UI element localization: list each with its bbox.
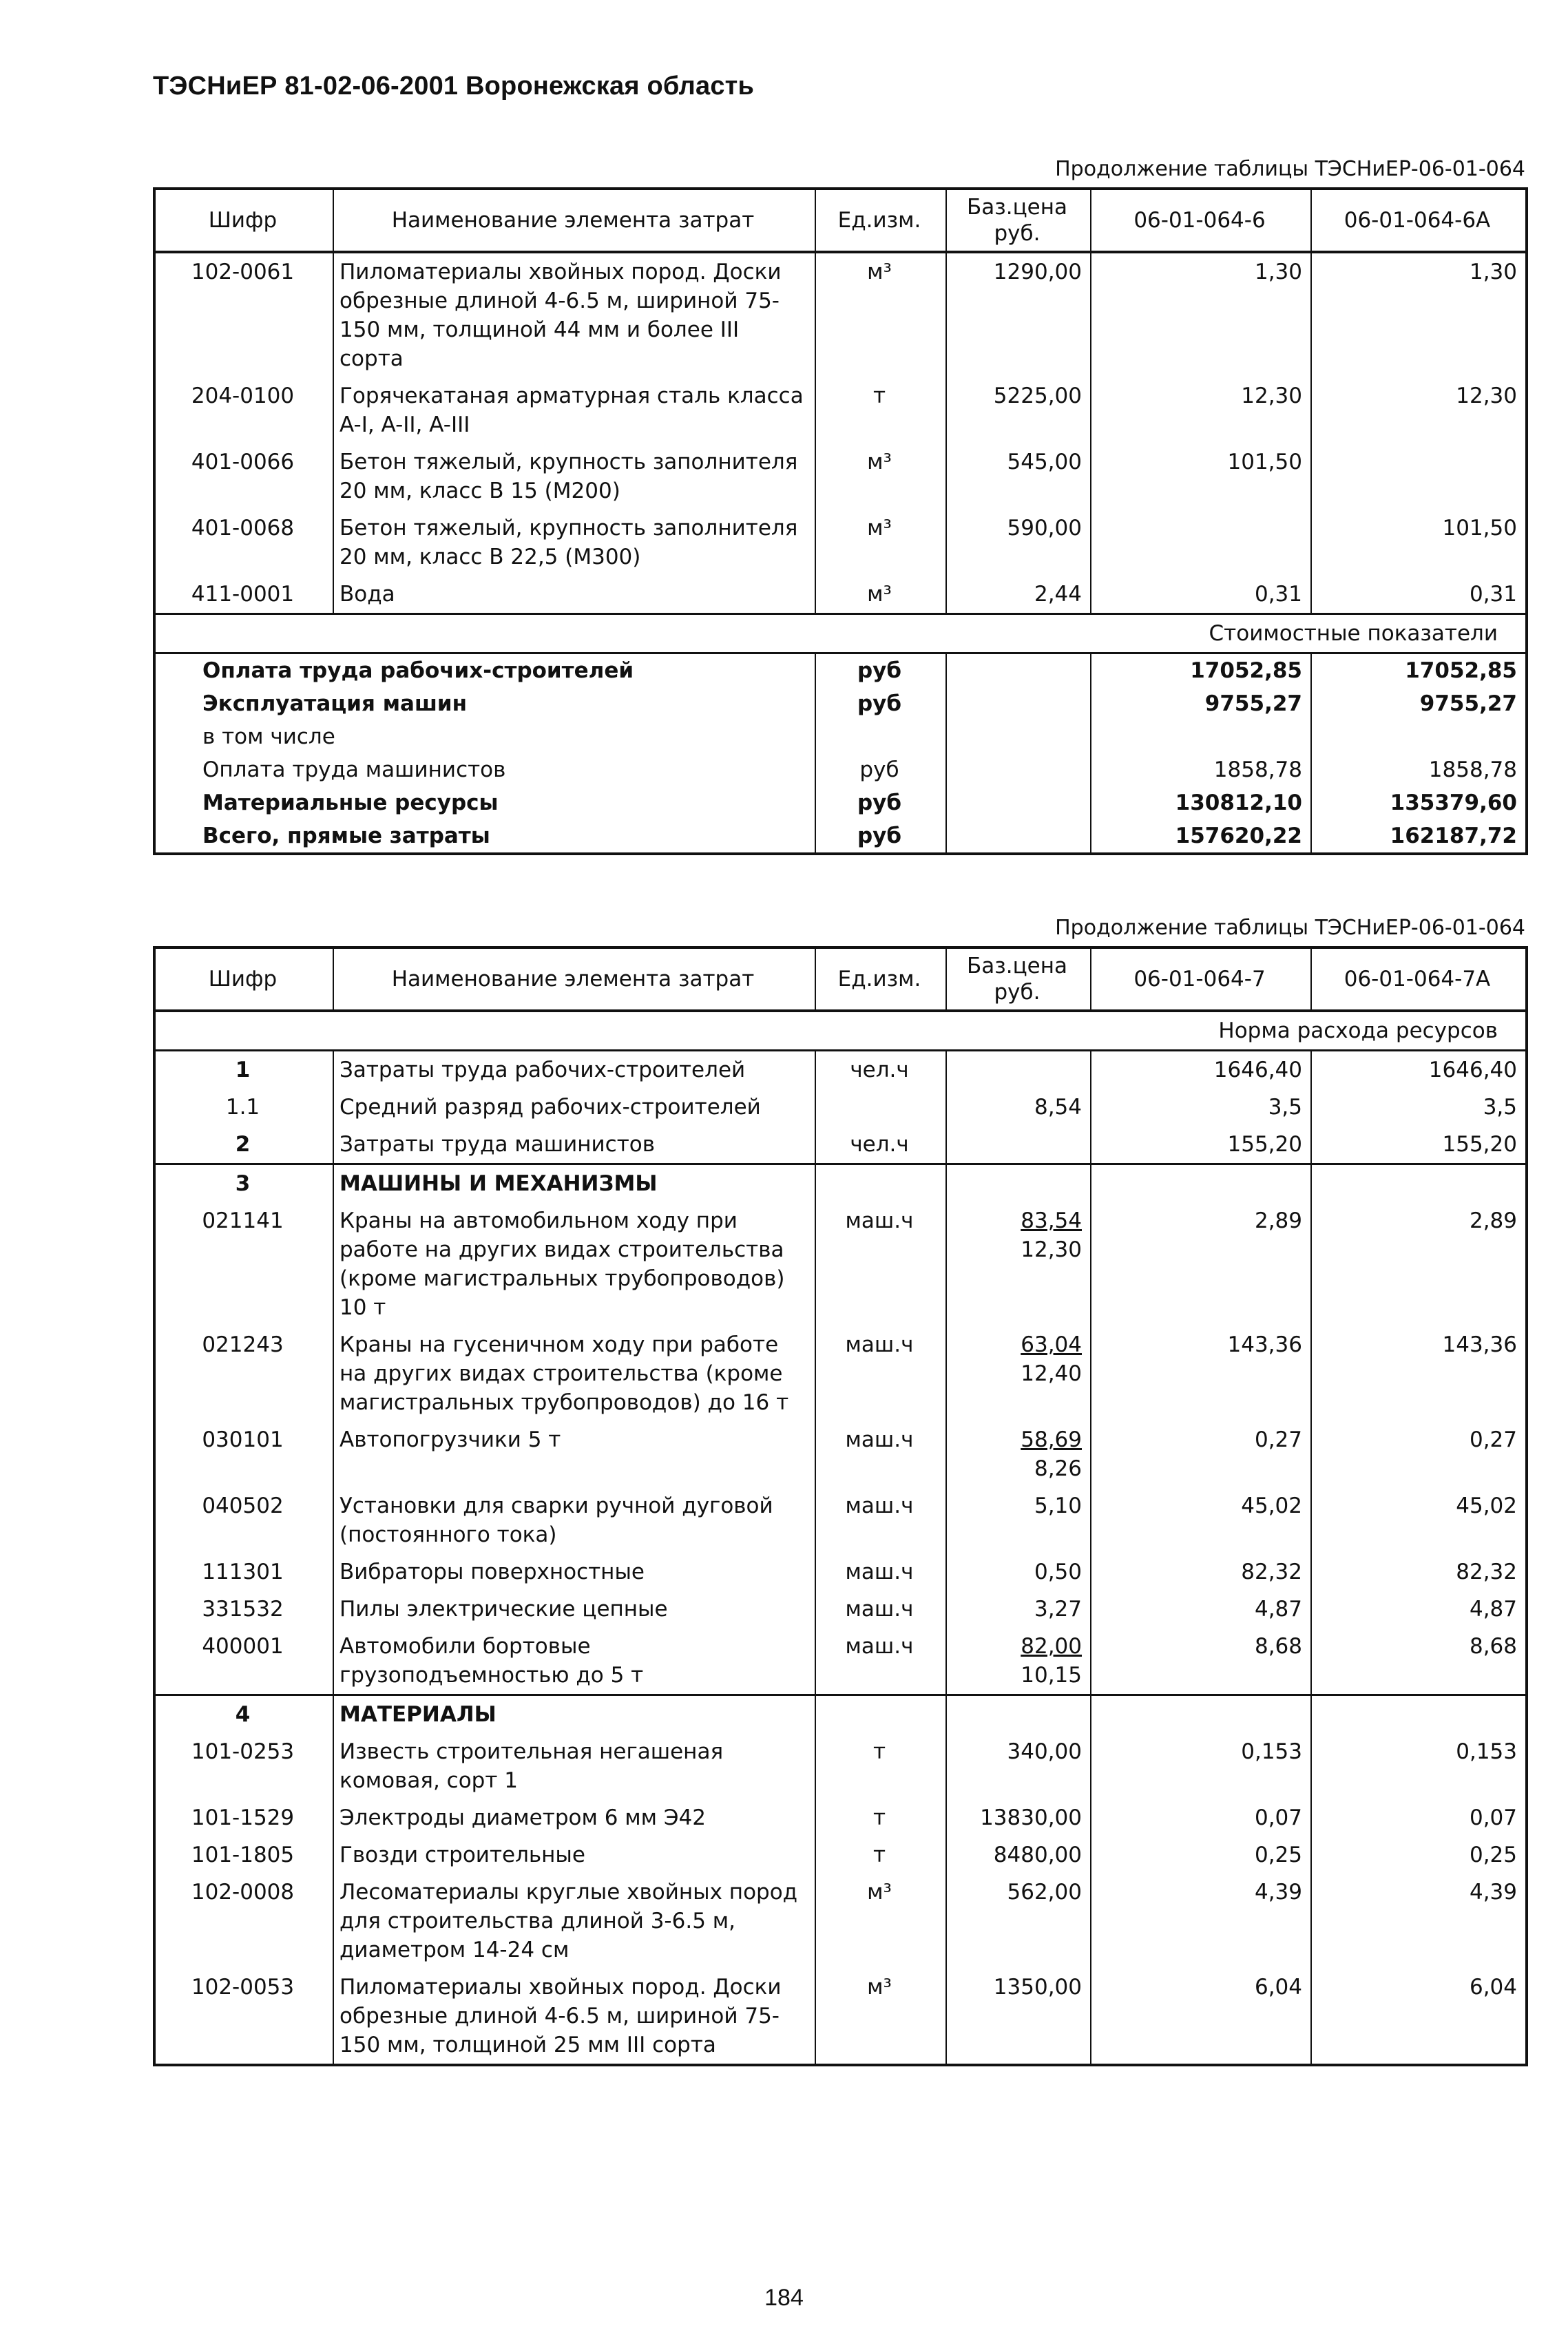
table-cell: 101,50 [1091, 443, 1311, 510]
table-cell: 545,00 [946, 443, 1091, 510]
summary-empty [946, 786, 1091, 819]
price-wage: 10,15 [1021, 1663, 1082, 1688]
table-row [154, 1051, 1527, 1089]
col-header: 06-01-064-7 [1091, 947, 1311, 1011]
table-cell: 5225,00 [946, 377, 1091, 443]
table-cell: 2,89 [1311, 1202, 1527, 1326]
table-cell [815, 1089, 946, 1126]
table-cell: Горячекатаная арматурная сталь класса A-I, A-II, A-III [333, 377, 815, 443]
table-cell: 13830,00 [946, 1799, 1091, 1836]
table-row [154, 1628, 1527, 1695]
price-rate: 63,04 [1021, 1332, 1082, 1357]
table-cell [946, 1695, 1091, 1734]
table-cell: 8,54 [946, 1089, 1091, 1126]
table-cell [946, 1628, 1091, 1695]
table-cell: маш.ч [815, 1591, 946, 1628]
table-cell: Средний разряд рабочих-строителей [333, 1089, 815, 1126]
table-cell: 143,36 [1311, 1326, 1527, 1421]
table-cell [946, 1164, 1091, 1203]
table-cell: 590,00 [946, 510, 1091, 576]
summary-unit: руб [815, 786, 946, 819]
resources-table-2 [153, 946, 1528, 2066]
summary-value: 9755,27 [1091, 687, 1311, 720]
table1-continuation-label: Продолжение таблицы ТЭСНиЕР-06-01-064 [1055, 157, 1525, 181]
table-cell: МАТЕРИАЛЫ [333, 1695, 815, 1734]
table-cell: 6,04 [1091, 1969, 1311, 2065]
summary-label: Оплата труда рабочих-строителей [154, 653, 815, 688]
table1-header-row [154, 189, 1527, 252]
table-cell: 1646,40 [1091, 1051, 1311, 1089]
table-cell: 101-1529 [154, 1799, 333, 1836]
table-cell: 2,44 [946, 576, 1091, 614]
table-cell: 1,30 [1311, 252, 1527, 377]
resources-table-1 [153, 187, 1528, 855]
table-cell: Краны на гусеничном ходу при работе на других видах строительства (кроме магистральных трубопроводов) до 16 т [333, 1326, 815, 1421]
section-label: Стоимостные показатели [154, 614, 1527, 653]
table-cell: маш.ч [815, 1202, 946, 1326]
table-cell: 45,02 [1091, 1487, 1311, 1553]
col-header: 06-01-064-6 [1091, 189, 1311, 252]
table-row [154, 1421, 1527, 1487]
summary-row [154, 653, 1527, 688]
table-cell [946, 1202, 1091, 1326]
table-row [154, 1969, 1527, 2065]
table-cell: 401-0066 [154, 443, 333, 510]
summary-row [154, 687, 1527, 720]
table-cell: 0,153 [1311, 1733, 1527, 1799]
table-cell: 3,5 [1311, 1089, 1527, 1126]
table-cell: 0,31 [1091, 576, 1311, 614]
table-cell: Пиломатериалы хвойных пород. Доски обрезные длиной 4-6.5 м, шириной 75-150 мм, толщиной 25 мм III сорта [333, 1969, 815, 2065]
table-cell [1311, 443, 1527, 510]
table-cell: Вибраторы поверхностные [333, 1553, 815, 1591]
table-cell [1091, 1695, 1311, 1734]
table-cell: Пилы электрические цепные [333, 1591, 815, 1628]
table-row [154, 1733, 1527, 1799]
summary-label: в том числе [154, 720, 815, 753]
table-cell: Электроды диаметром 6 мм Э42 [333, 1799, 815, 1836]
summary-label: Всего, прямые затраты [154, 819, 815, 854]
summary-unit: руб [815, 687, 946, 720]
table2-continuation-label: Продолжение таблицы ТЭСНиЕР-06-01-064 [1055, 916, 1525, 940]
table-row [154, 510, 1527, 576]
summary-empty [946, 687, 1091, 720]
table-cell: Автопогрузчики 5 т [333, 1421, 815, 1487]
summary-unit: руб [815, 653, 946, 688]
table-cell: 82,32 [1091, 1553, 1311, 1591]
table-cell: м³ [815, 510, 946, 576]
table-row [154, 1202, 1527, 1326]
table-row [154, 1164, 1527, 1203]
price-rate: 82,00 [1021, 1634, 1082, 1659]
table-cell [815, 1164, 946, 1203]
table-row [154, 1326, 1527, 1421]
table-cell: Гвозди строительные [333, 1836, 815, 1874]
summary-label: Материальные ресурсы [154, 786, 815, 819]
table-cell [1091, 1164, 1311, 1203]
table-cell [946, 1051, 1091, 1089]
table-row [154, 576, 1527, 614]
table-cell: т [815, 377, 946, 443]
table-cell: 5,10 [946, 1487, 1091, 1553]
table-cell: 12,30 [1311, 377, 1527, 443]
table-cell: Затраты труда машинистов [333, 1126, 815, 1164]
summary-value: 162187,72 [1311, 819, 1527, 854]
table-cell: 0,50 [946, 1553, 1091, 1591]
table-cell: 101-0253 [154, 1733, 333, 1799]
summary-value: 1858,78 [1311, 753, 1527, 786]
table-row [154, 252, 1527, 377]
table-cell: м³ [815, 443, 946, 510]
summary-label: Оплата труда машинистов [154, 753, 815, 786]
table-cell: чел.ч [815, 1126, 946, 1164]
price-wage: 8,26 [1034, 1456, 1082, 1481]
table-cell: 1646,40 [1311, 1051, 1527, 1089]
table-cell: 401-0068 [154, 510, 333, 576]
table-cell: 102-0061 [154, 252, 333, 377]
table-cell: 0,27 [1091, 1421, 1311, 1487]
table-cell: 1290,00 [946, 252, 1091, 377]
table-cell: 021141 [154, 1202, 333, 1326]
table2-header-row [154, 947, 1527, 1011]
table-cell: 1350,00 [946, 1969, 1091, 2065]
section-row [154, 1011, 1527, 1051]
table-cell: 155,20 [1311, 1126, 1527, 1164]
section-row [154, 614, 1527, 653]
summary-value [1311, 720, 1527, 753]
summary-value: 130812,10 [1091, 786, 1311, 819]
summary-row [154, 786, 1527, 819]
table-cell: 4,87 [1091, 1591, 1311, 1628]
document-title: ТЭСНиЕР 81-02-06-2001 Воронежская область [153, 72, 755, 101]
table-cell: 0,25 [1311, 1836, 1527, 1874]
table-cell: 102-0008 [154, 1874, 333, 1969]
summary-unit [815, 720, 946, 753]
col-header: 06-01-064-6А [1311, 189, 1527, 252]
table-cell: маш.ч [815, 1421, 946, 1487]
summary-empty [946, 653, 1091, 688]
table-row [154, 1126, 1527, 1164]
table-cell: 204-0100 [154, 377, 333, 443]
table-cell: 0,27 [1311, 1421, 1527, 1487]
table-cell: 12,30 [1091, 377, 1311, 443]
table-cell: 0,31 [1311, 576, 1527, 614]
col-header: Баз.цена руб. [946, 947, 1091, 1011]
summary-value [1091, 720, 1311, 753]
table-cell: 0,07 [1091, 1799, 1311, 1836]
table-cell: 101-1805 [154, 1836, 333, 1874]
page-number: 184 [764, 2285, 804, 2311]
table-row [154, 443, 1527, 510]
table-row [154, 1874, 1527, 1969]
table-cell: 411-0001 [154, 576, 333, 614]
table-cell: 82,32 [1311, 1553, 1527, 1591]
summary-empty [946, 819, 1091, 854]
table-cell: 45,02 [1311, 1487, 1527, 1553]
table-cell: Автомобили бортовые грузоподъемностью до 5 т [333, 1628, 815, 1695]
table-cell: 3,27 [946, 1591, 1091, 1628]
summary-value: 9755,27 [1311, 687, 1527, 720]
col-header: Ед.изм. [815, 189, 946, 252]
table-cell: 6,04 [1311, 1969, 1527, 2065]
table-cell [1091, 510, 1311, 576]
table-cell: м³ [815, 1874, 946, 1969]
table-cell: чел.ч [815, 1051, 946, 1089]
table-cell: 400001 [154, 1628, 333, 1695]
summary-value: 135379,60 [1311, 786, 1527, 819]
summary-row [154, 720, 1527, 753]
table-cell: т [815, 1799, 946, 1836]
table-row [154, 1591, 1527, 1628]
table2-body [154, 947, 1527, 2065]
table-cell: 4,87 [1311, 1591, 1527, 1628]
summary-label: Эксплуатация машин [154, 687, 815, 720]
table-cell: 102-0053 [154, 1969, 333, 2065]
table-cell: 111301 [154, 1553, 333, 1591]
summary-value: 1858,78 [1091, 753, 1311, 786]
table-cell: 562,00 [946, 1874, 1091, 1969]
table-cell: Известь строительная негашеная комовая, сорт 1 [333, 1733, 815, 1799]
table-cell: маш.ч [815, 1487, 946, 1553]
table-cell: 2,89 [1091, 1202, 1311, 1326]
table1-body [154, 189, 1527, 854]
summary-row [154, 819, 1527, 854]
table-cell: 030101 [154, 1421, 333, 1487]
col-header: 06-01-064-7А [1311, 947, 1527, 1011]
table-cell: Краны на автомобильном ходу при работе на других видах строительства (кроме магистральных трубопроводов) 10 т [333, 1202, 815, 1326]
table-cell: т [815, 1733, 946, 1799]
table-cell: 3 [154, 1164, 333, 1203]
table-row [154, 1799, 1527, 1836]
table-cell [946, 1326, 1091, 1421]
table-cell: 1,30 [1091, 252, 1311, 377]
table-cell: Затраты труда рабочих-строителей [333, 1051, 815, 1089]
table-row [154, 1836, 1527, 1874]
col-header: Наименование элемента затрат [333, 189, 815, 252]
table-cell [946, 1126, 1091, 1164]
summary-empty [946, 753, 1091, 786]
table-cell: Установки для сварки ручной дуговой (постоянного тока) [333, 1487, 815, 1553]
table-cell: 1 [154, 1051, 333, 1089]
table-cell: 8,68 [1311, 1628, 1527, 1695]
table-cell: 3,5 [1091, 1089, 1311, 1126]
table-cell: 143,36 [1091, 1326, 1311, 1421]
table-cell: Пиломатериалы хвойных пород. Доски обрезные длиной 4-6.5 м, шириной 75-150 мм, толщиной 44 мм и более III сорта [333, 252, 815, 377]
col-header: Шифр [154, 947, 333, 1011]
table-cell: 8480,00 [946, 1836, 1091, 1874]
summary-value: 157620,22 [1091, 819, 1311, 854]
table-cell: 4,39 [1091, 1874, 1311, 1969]
table-cell: Лесоматериалы круглые хвойных пород для строительства длиной 3-6.5 м, диаметром 14-24 см [333, 1874, 815, 1969]
table-cell: т [815, 1836, 946, 1874]
col-header: Ед.изм. [815, 947, 946, 1011]
summary-unit: руб [815, 753, 946, 786]
col-header: Баз.цена руб. [946, 189, 1091, 252]
table-cell: 155,20 [1091, 1126, 1311, 1164]
table-row [154, 1487, 1527, 1553]
table-cell: 2 [154, 1126, 333, 1164]
price-wage: 12,40 [1021, 1361, 1082, 1386]
table-cell [1311, 1695, 1527, 1734]
summary-empty [946, 720, 1091, 753]
table-cell: 340,00 [946, 1733, 1091, 1799]
table-cell: Бетон тяжелый, крупность заполнителя 20 мм, класс B 15 (M200) [333, 443, 815, 510]
table-row [154, 1089, 1527, 1126]
table-cell: маш.ч [815, 1326, 946, 1421]
summary-row [154, 753, 1527, 786]
table-cell: 040502 [154, 1487, 333, 1553]
table-cell: МАШИНЫ И МЕХАНИЗМЫ [333, 1164, 815, 1203]
section-label: Норма расхода ресурсов [154, 1011, 1527, 1051]
table-cell [946, 1421, 1091, 1487]
table-cell: маш.ч [815, 1628, 946, 1695]
table-cell: маш.ч [815, 1553, 946, 1591]
price-rate: 83,54 [1021, 1208, 1082, 1233]
summary-value: 17052,85 [1311, 653, 1527, 688]
table-cell: 021243 [154, 1326, 333, 1421]
table-cell: 0,07 [1311, 1799, 1527, 1836]
table-cell: Вода [333, 576, 815, 614]
table-cell: 1.1 [154, 1089, 333, 1126]
price-wage: 12,30 [1021, 1237, 1082, 1262]
table-cell: 4,39 [1311, 1874, 1527, 1969]
table-cell [815, 1695, 946, 1734]
table-cell: м³ [815, 576, 946, 614]
table-cell: 0,25 [1091, 1836, 1311, 1874]
summary-unit: руб [815, 819, 946, 854]
table-row [154, 377, 1527, 443]
col-header: Шифр [154, 189, 333, 252]
table-cell: Бетон тяжелый, крупность заполнителя 20 мм, класс B 22,5 (M300) [333, 510, 815, 576]
price-rate: 58,69 [1021, 1427, 1082, 1452]
summary-value: 17052,85 [1091, 653, 1311, 688]
table-cell: м³ [815, 252, 946, 377]
col-header: Наименование элемента затрат [333, 947, 815, 1011]
table-row [154, 1553, 1527, 1591]
table-cell [1311, 1164, 1527, 1203]
table-cell: 101,50 [1311, 510, 1527, 576]
table-cell: 0,153 [1091, 1733, 1311, 1799]
table-row [154, 1695, 1527, 1734]
table-cell: 4 [154, 1695, 333, 1734]
table-cell: 8,68 [1091, 1628, 1311, 1695]
table-cell: м³ [815, 1969, 946, 2065]
table-cell: 331532 [154, 1591, 333, 1628]
